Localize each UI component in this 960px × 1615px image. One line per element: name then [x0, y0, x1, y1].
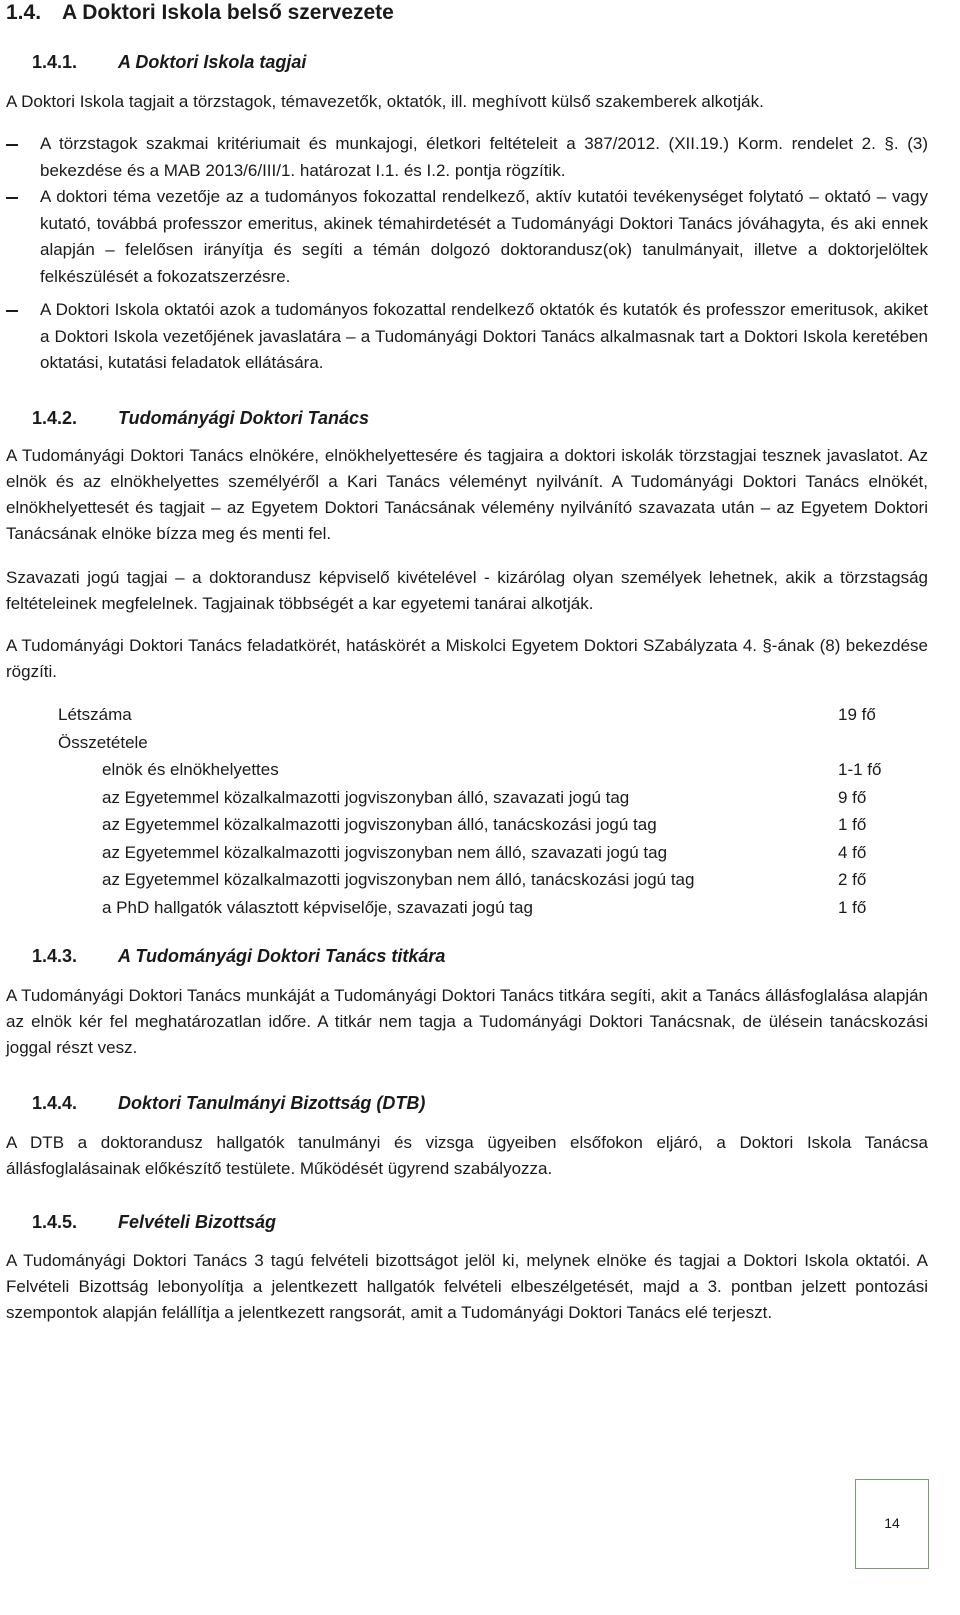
- dash-bullet-icon: [6, 197, 18, 199]
- dash-bullet-icon: [6, 144, 18, 146]
- subsection-title: Doktori Tanulmányi Bizottság (DTB): [118, 1093, 426, 1113]
- headcount-row: [58, 701, 908, 729]
- list-item-text: A törzstagok szakmai kritériumait és munkajogi, életkori feltételeit a 387/2012. (XII.19.) Korm. rendelet 2. §. (3) bekezdése és a MAB 2013/6/III/1. határozat I.1. és I.2. pontja rögzítik.: [40, 134, 928, 180]
- composition-count: 1-1 fő: [838, 760, 882, 779]
- dtb-paragraph: A DTB a doktorandusz hallgatók tanulmányi és vizsga ügyeiben elsőfokon eljáró, a Doktori Iskola Tanácsa állásfoglalásainak előkészítő testülete. Működését ügyrend szabályozza.: [6, 1133, 928, 1178]
- subsection-title: Tudományági Doktori Tanács: [118, 408, 370, 428]
- subsection-number: 1.4.2.: [32, 408, 78, 428]
- headcount-label: Létszáma: [58, 705, 132, 724]
- council-paragraph-2: Szavazati jogú tagjai – a doktorandusz képviselő kivételével - kizárólag olyan személyek lehetnek, akik a törzstagság feltételeinek megfelelnek. Tagjainak többségét a kar egyetemi tanárai alkotják.: [6, 568, 928, 613]
- dash-bullet-icon: [6, 310, 18, 312]
- secretary-paragraph: A Tudományági Doktori Tanács munkáját a Tudományági Doktori Tanács titkára segíti, akit a Tanács állásfoglalása alapján az elnök kér fel meghatározatlan időre. A titkár nem tagja a Tudományági Doktori Tanácsnak, de ülésein tanácskozási joggal részt vesz.: [6, 986, 928, 1057]
- composition-count: 1 fő: [838, 897, 867, 917]
- council-composition: [58, 701, 908, 921]
- composition-label: Összetétele: [58, 732, 148, 752]
- composition-role: az Egyetemmel közalkalmazotti jogviszonyban álló, tanácskozási jogú tag: [102, 815, 657, 834]
- composition-role: az Egyetemmel közalkalmazotti jogviszonyban nem álló, szavazati jogú tag: [102, 842, 668, 862]
- composition-heading-row: [58, 729, 908, 757]
- list-item: [6, 131, 928, 184]
- composition-count: 4 fő: [838, 842, 867, 862]
- subsection-number: 1.4.4.: [32, 1093, 78, 1113]
- admission-paragraph: A Tudományági Doktori Tanács 3 tagú felvételi bizottságot jelöl ki, melynek elnöke és tagjai a Doktori Iskola oktatói. A Felvételi Bizottság lebonyolítja a jelentkezett hallgatók felvételi elbeszélgetését, majd a 3. pontban jelzett pontozási szempontok alapján felállítja a jelentkezett rangsorát, amit a Tudományági Doktori Tanács elé terjeszt.: [6, 1251, 928, 1322]
- composition-count: 2 fő: [838, 870, 867, 889]
- subsection-title: A Doktori Iskola tagjai: [118, 52, 307, 72]
- composition-role: elnök és elnökhelyettes: [102, 760, 279, 779]
- composition-row: [58, 839, 908, 867]
- composition-count: 1 fő: [838, 815, 867, 834]
- composition-role: a PhD hallgatók választott képviselője, szavazati jogú tag: [102, 897, 533, 917]
- subsection-title: A Tudományági Doktori Tanács titkára: [118, 946, 446, 966]
- section-number: 1.4.: [6, 1, 42, 24]
- council-paragraph-3: A Tudományági Doktori Tanács feladatkörét, hatáskörét a Miskolci Egyetem Doktori SZabályzata 4. §-ának (8) bekezdése rögzíti.: [6, 636, 928, 681]
- composition-role: az Egyetemmel közalkalmazotti jogviszonyban nem álló, tanácskozási jogú tag: [102, 870, 695, 889]
- subsection-heading-4: [32, 1091, 425, 1115]
- subsection-number: 1.4.5.: [32, 1212, 78, 1232]
- subsection-title: Felvételi Bizottság: [118, 1212, 277, 1232]
- list-item: [6, 184, 928, 290]
- page-number: 14: [884, 1515, 900, 1531]
- composition-row: [58, 894, 908, 922]
- subsection-number: 1.4.1.: [32, 52, 78, 72]
- list-item-text: A Doktori Iskola oktatói azok a tudományos fokozattal rendelkező oktatók és kutatók és professzor emeritusok, akiket a Doktori Iskola vezetőjének javaslatára – a Tudományági Doktori Tanács alkalmasnak tart a Doktori Iskola keretében oktatási, kutatási feladatok ellátására.: [40, 300, 928, 372]
- composition-role: az Egyetemmel közalkalmazotti jogviszonyban álló, szavazati jogú tag: [102, 787, 630, 807]
- section-heading: [6, 0, 394, 26]
- composition-count: 9 fő: [838, 787, 867, 807]
- subsection-heading-2: [32, 406, 369, 430]
- council-paragraph-1: A Tudományági Doktori Tanács elnökére, elnökhelyettesére és tagjaira a doktori iskolák törzstagjai tesznek javaslatot. Az elnök és az elnökhelyettes személyéről a Kari Tanács véleményt nyilvánít. A Tudományági Doktori Tanács elnökét, elnökhelyettesét és tagjait – az Egyetem Doktori Tanácsának vélemény nyilvánító szavazata után – az Egyetem Doktori Tanácsának elnöke bízza meg és menti fel.: [6, 446, 928, 543]
- subsection-number: 1.4.3.: [32, 946, 78, 966]
- subsection-heading-3: [32, 944, 445, 968]
- list-item-text: A doktori téma vezetője az a tudományos fokozattal rendelkező, aktív kutatói tevékenységet folytató – oktató – vagy kutató, továbbá professzor emeritus, akinek témahirdetését a Tudományági Doktori Tanács jóváhagyta, és aki ennek alapján – felelősen irányítja és segíti a témán dolgozó doktorandusz(ok) tanulmányait, illetve a doktorjelöltek felkészülését a fokozatszerzésre.: [40, 187, 928, 286]
- subsection-heading-5: [32, 1210, 276, 1234]
- list-item: [6, 297, 928, 377]
- headcount-value: 19 fő: [838, 705, 876, 724]
- section-title: A Doktori Iskola belső szervezete: [62, 1, 394, 24]
- composition-row: [58, 784, 908, 812]
- composition-row: [58, 756, 908, 784]
- members-intro: A Doktori Iskola tagjait a törzstagok, témavezetők, oktatók, ill. meghívott külső szakemberek alkotják.: [6, 92, 764, 111]
- page-number-box: [855, 1479, 929, 1569]
- subsection-heading-1: [32, 50, 306, 74]
- composition-row: [58, 866, 908, 894]
- composition-row: [58, 811, 908, 839]
